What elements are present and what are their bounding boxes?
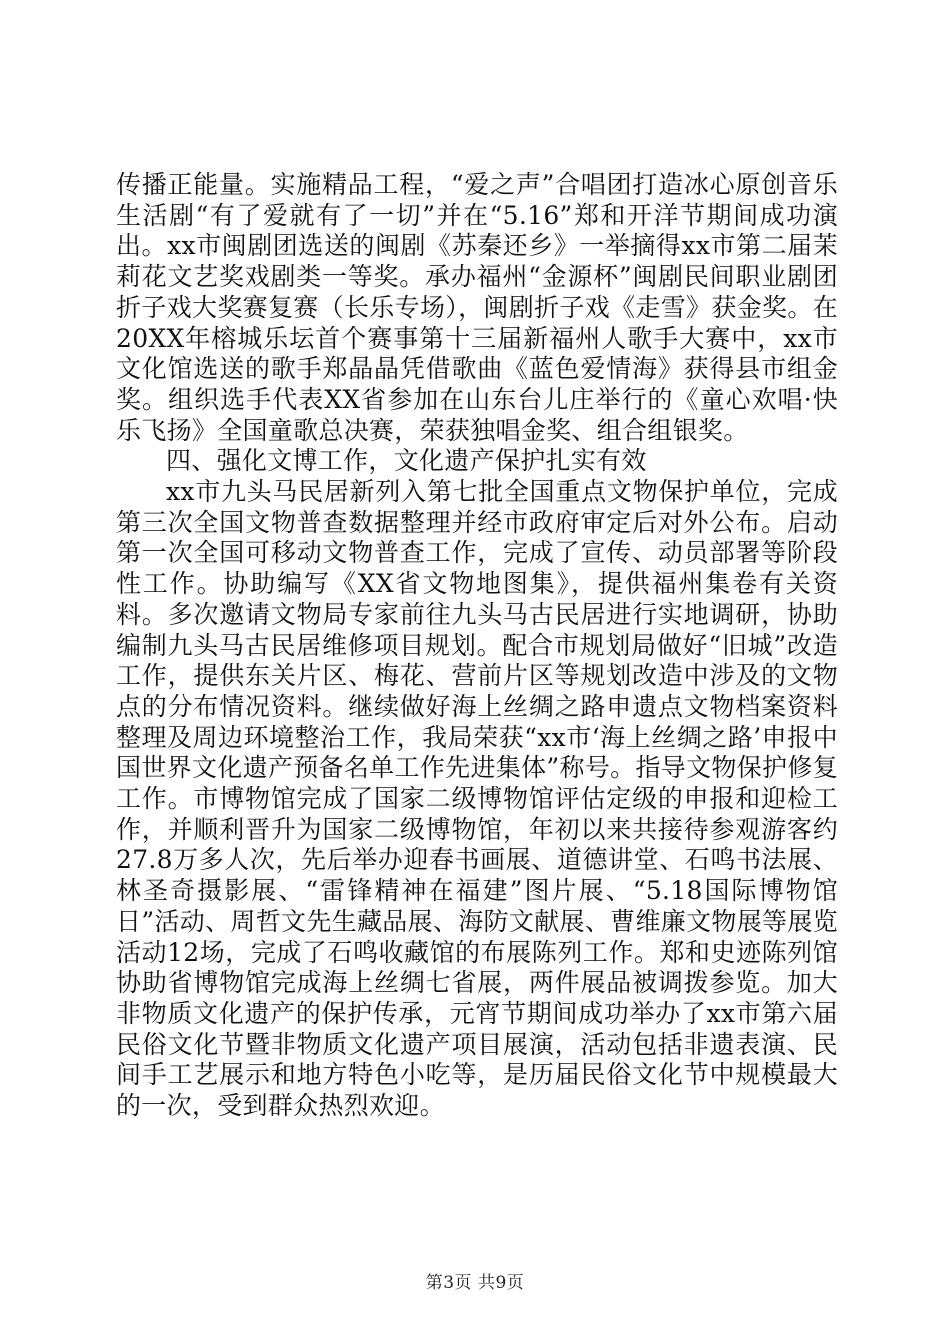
document-body <box>116 170 838 1122</box>
paragraph-continuation: 传播正能量。实施精品工程，“爱之声”合唱团打造冰心原创音乐生活剧“有了爱就有了一切”并在“5.16”郑和开洋节期间成功演出。xx市闽剧团选送的闽剧《苏秦还乡》一举摘得xx市第二届茉莉花文艺奖戏剧类一等奖。承办福州“金源杯”闽剧民间职业剧团折子戏大奖赛复赛（长乐专场），闽剧折子戏《走雪》获金奖。在20XX年榕城乐坛首个赛事第十三届新福州人歌手大赛中，xx市文化馆选送的歌手郑晶晶凭借歌曲《蓝色爱情海》获得县市组金奖。组织选手代表XX省参加在山东台儿庄举行的《童心欢唱·快乐飞扬》全国童歌总决赛，荣获独唱金奖、组合组银奖。 <box>116 170 838 445</box>
section-heading-4: 四、强化文博工作，文化遗产保护扎实有效 <box>166 446 647 476</box>
paragraph-section-4-body: xx市九头马民居新列入第七批全国重点文物保护单位，完成第三次全国文物普查数据整理并经市政府审定后对外公布。启动第一次全国可移动文物普查工作，完成了宣传、动员部署等阶段性工作。协助编写《XX省文物地图集》，提供福州集卷有关资料。多次邀请文物局专家前往九头马古民居进行实地调研，协助编制九头马古民居维修项目规划。配合市规划局做好“旧城”改造工作，提供东关片区、梅花、营前片区等规划改造中涉及的文物点的分布情况资料。继续做好海上丝绸之路申遗点文物档案资料整理及周边环境整治工作，我局荣获“xx市‘海上丝绸之路’申报中国世界文化遗产预备名单工作先进集体”称号。指导文物保护修复工作。市博物馆完成了国家二级博物馆评估定级的申报和迎检工作，并顺利晋升为国家二级博物馆，年初以来共接待参观游客约27.8万多人次，先后举办迎春书画展、道德讲堂、石鸣书法展、林圣奇摄影展、“雷锋精神在福建”图片展、“5.18国际博物馆日”活动、周哲文先生藏品展、海防文献展、曹维廉文物展等展览活动12场，完成了石鸣收藏馆的布展陈列工作。郑和史迹陈列馆协助省博物馆完成海上丝绸七省展，两件展品被调拨参览。加大非物质文化遗产的保护传承，元宵节期间成功举办了xx市第六届民俗文化节暨非物质文化遗产项目展演，活动包括非遗表演、民间手工艺展示和地方特色小吃等，是历届民俗文化节中规模最大的一次，受到群众热烈欢迎。 <box>116 477 838 1121</box>
page-number-footer: 第3页 共9页 <box>425 1273 525 1293</box>
